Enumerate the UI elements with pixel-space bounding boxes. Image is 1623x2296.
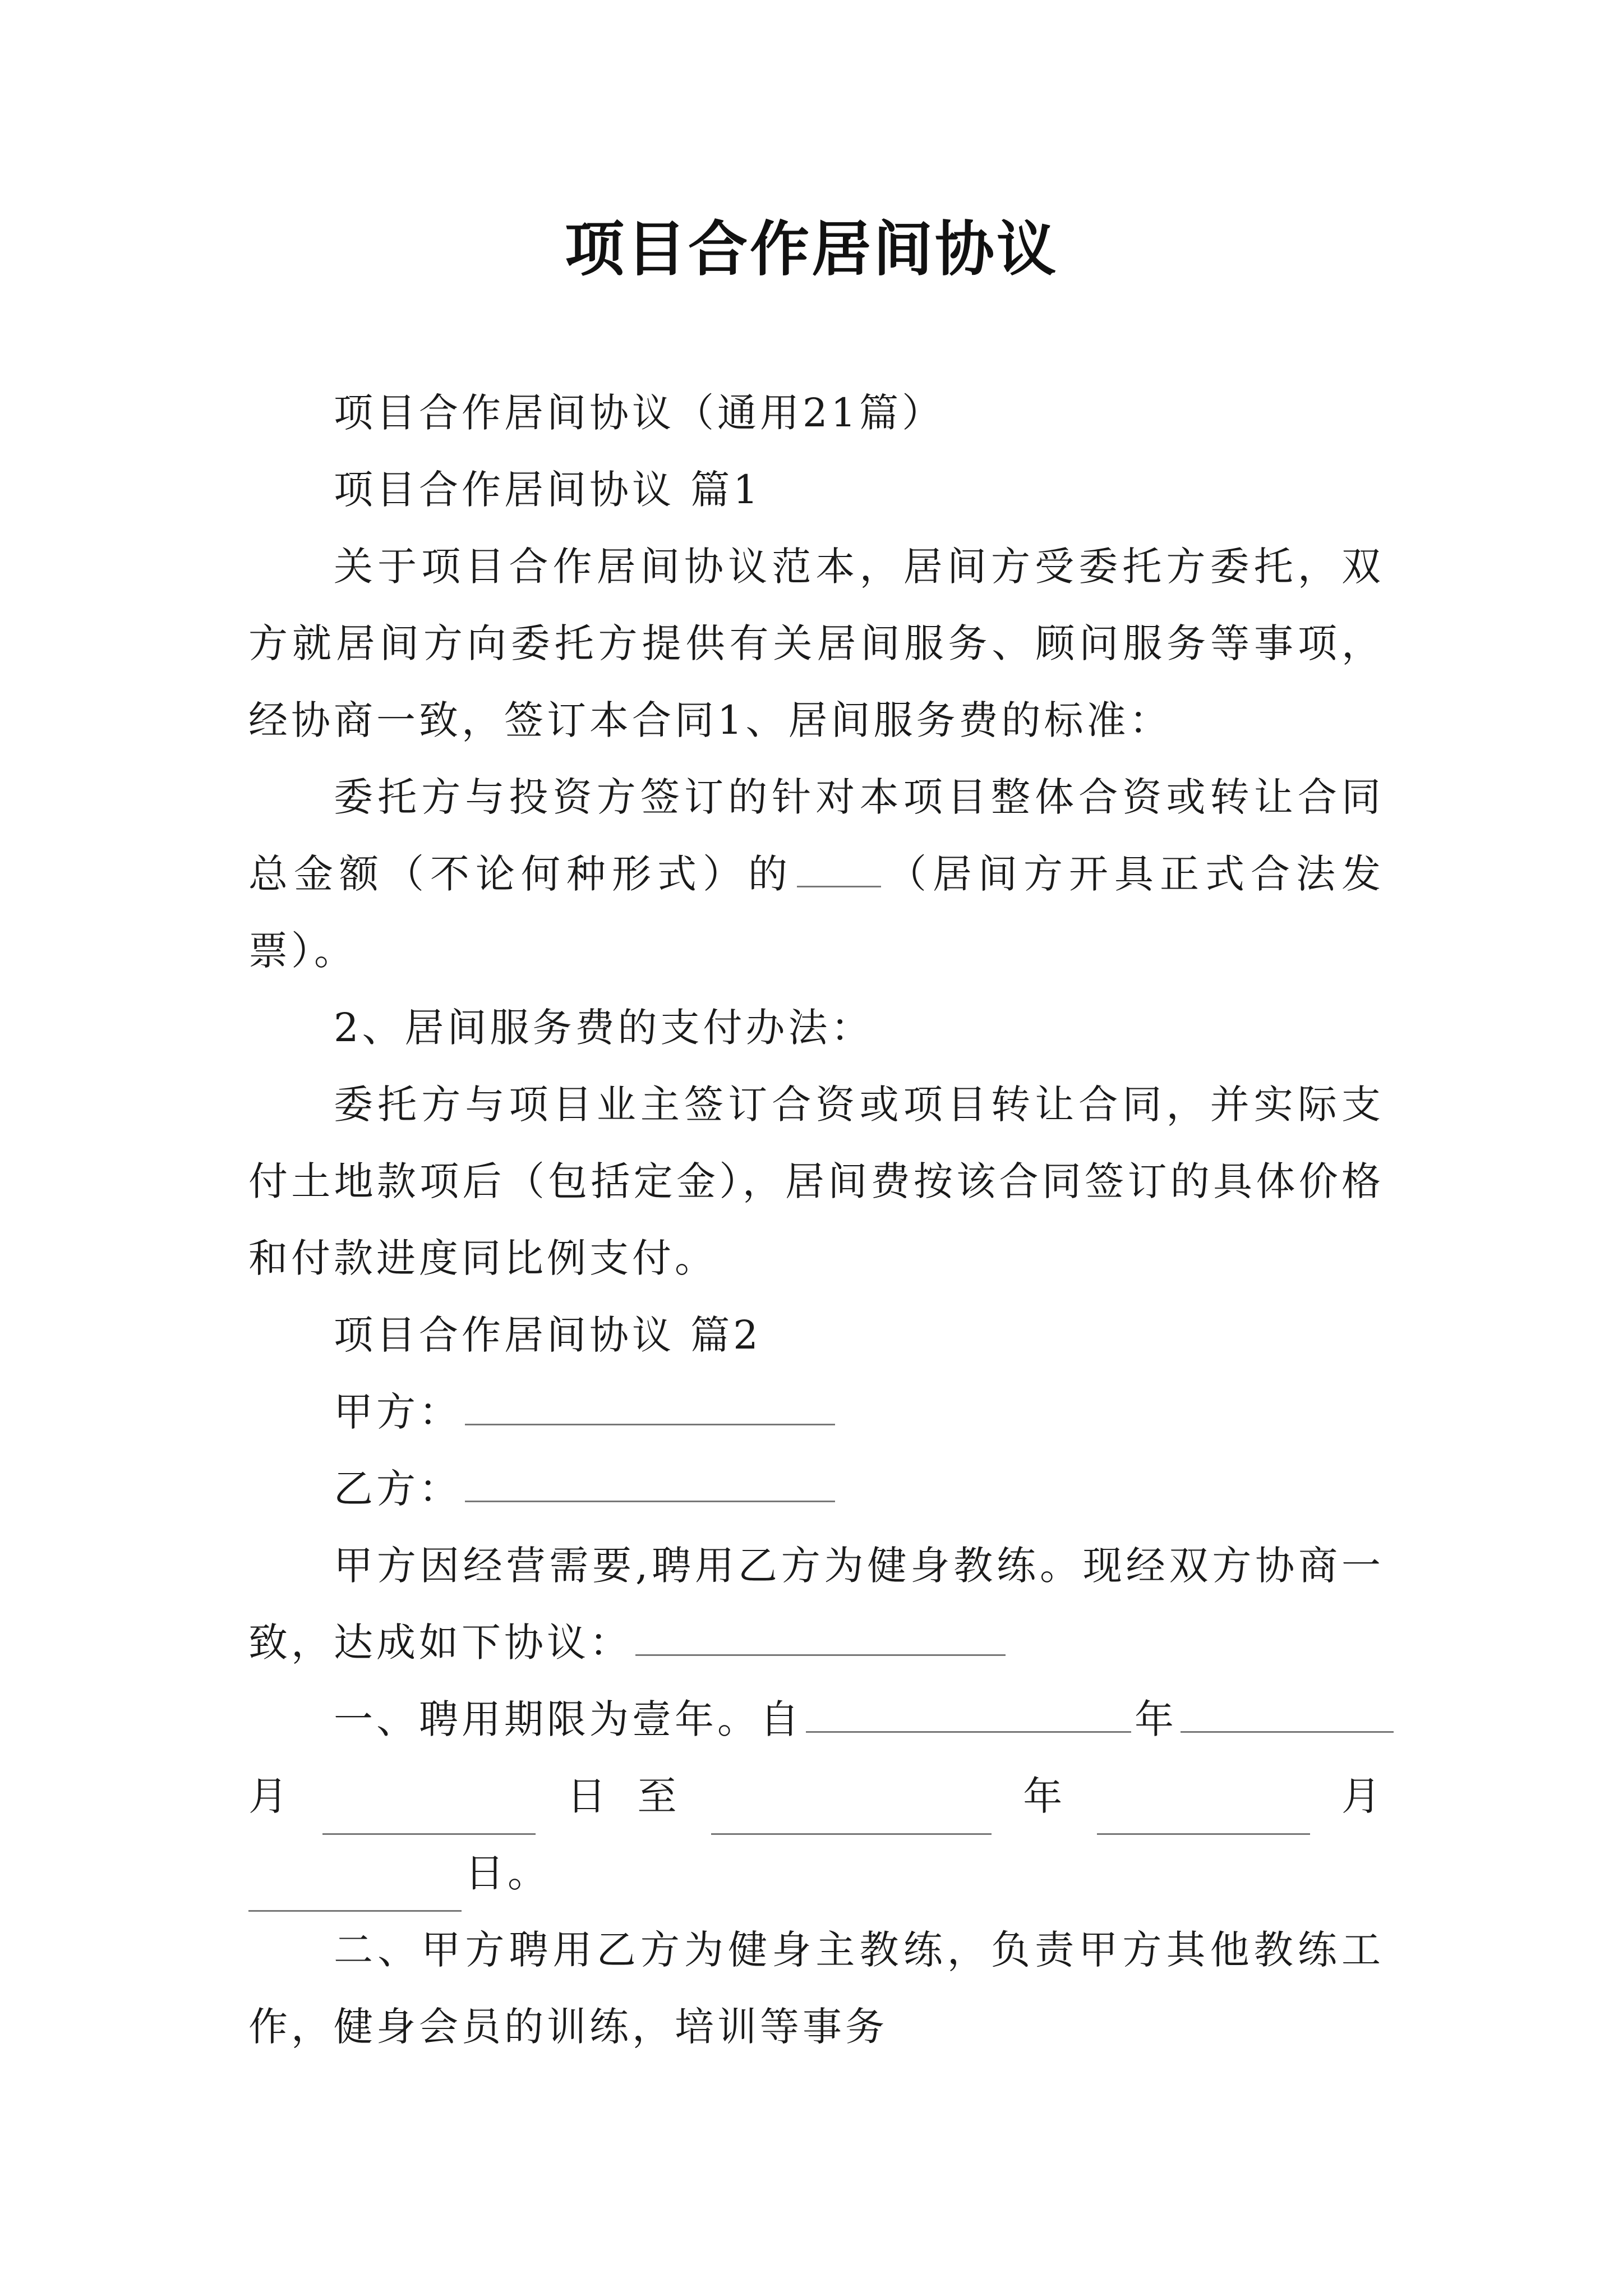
party-a-line xyxy=(248,1374,1384,1451)
term-prefix: 一、聘用期限为壹年。自 xyxy=(334,1696,803,1742)
agreement-blank xyxy=(635,1619,1006,1656)
document-title: 项目合作居间协议 xyxy=(565,215,1058,284)
party-a-label: 甲方： xyxy=(334,1389,462,1435)
start-year-blank xyxy=(806,1696,1131,1733)
start-day-blank xyxy=(322,1798,536,1835)
part2-intro-text: 甲方因经营需要,聘用乙方为健身教练。现经双方协商一致，达成如下协议： xyxy=(248,1543,1384,1665)
term-line-3 xyxy=(248,1835,1384,1912)
part1-fee-standard xyxy=(248,759,1384,990)
part2-heading: 项目合作居间协议 篇2 xyxy=(334,1312,762,1358)
party-b-line xyxy=(248,1451,1384,1527)
term-line-2 xyxy=(248,1758,1384,1835)
part1-heading: 项目合作居间协议 篇1 xyxy=(334,467,762,513)
payment-heading: 2、居间服务费的支付办法： xyxy=(334,1005,874,1051)
party-b-label: 乙方： xyxy=(334,1466,462,1512)
year-label-1: 年 xyxy=(1135,1696,1177,1742)
month-label-2: 月 xyxy=(1341,1773,1384,1819)
month-label-1: 月 xyxy=(248,1773,291,1819)
part2-intro xyxy=(248,1527,1384,1681)
party-a-blank xyxy=(465,1388,835,1425)
to-label: 至 xyxy=(637,1773,680,1819)
party-b-blank xyxy=(465,1465,835,1502)
part1-intro: 关于项目合作居间协议范本，居间方受委托方委托，双方就居间方向委托方提供有关居间服务、顾问服务等事项，经协商一致，签订本合同1、居间服务费的标准： xyxy=(248,544,1384,743)
term-line-1 xyxy=(248,1681,1384,1758)
end-year-blank xyxy=(711,1798,992,1835)
fee-rate-blank xyxy=(797,850,881,887)
fee-standard-text-a: 委托方与投资方签订的针对本项目整体合资或转让合同总金额（不论何种形式）的 xyxy=(248,774,1384,897)
day-label-end: 日。 xyxy=(465,1850,550,1896)
day-label-1: 日 xyxy=(566,1773,610,1819)
end-day-blank xyxy=(248,1875,462,1912)
payment-text: 委托方与项目业主签订合资或项目转让合同，并实际支付土地款项后（包括定金），居间费按该合同签订的具体价格和付款进度同比例支付。 xyxy=(248,1082,1384,1281)
year-label-2: 年 xyxy=(1023,1773,1066,1819)
start-month-blank xyxy=(1181,1696,1394,1733)
subtitle: 项目合作居间协议（通用21篇） xyxy=(334,390,945,436)
duty-text: 二、甲方聘用乙方为健身主教练，负责甲方其他教练工作，健身会员的训练，培训等事务 xyxy=(248,1927,1384,2050)
fee-standard-text-b: （居间方开具正式合法发票）。 xyxy=(248,851,1384,974)
document-body xyxy=(248,375,1384,2065)
end-month-blank xyxy=(1097,1798,1310,1835)
